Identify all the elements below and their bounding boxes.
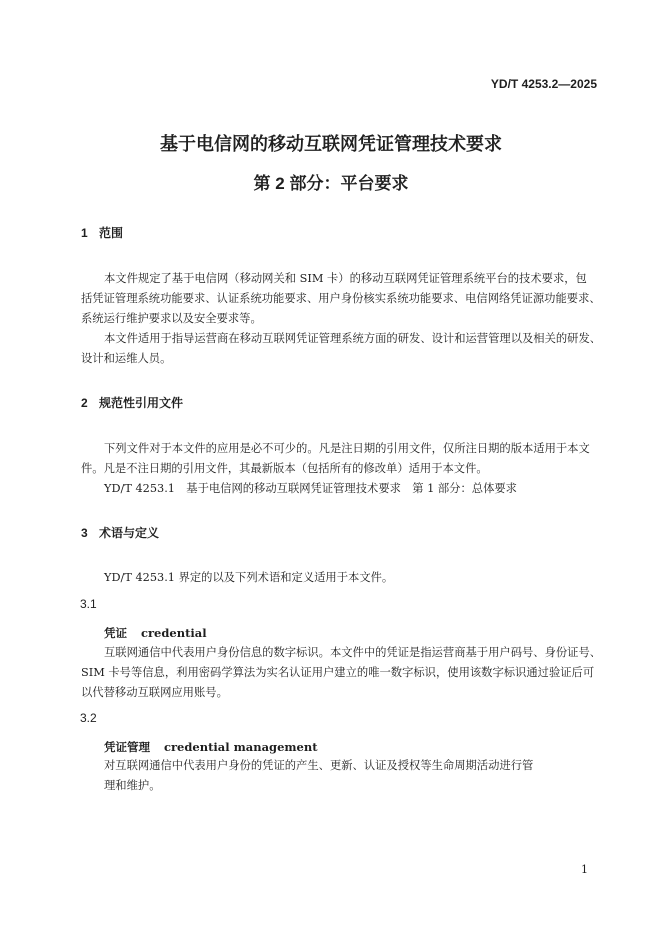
section-2-line-1: 下列文件对于本文件的应用是必不可少的。凡是注日期的引用文件，仅所注日期的版本适用于本文 [104, 442, 590, 455]
section-1-line-5: 设计和运维人员。 [81, 352, 172, 365]
section-1-title: 范围 [99, 226, 124, 240]
document-code: YD/T 4253.2—2025 [490, 77, 597, 91]
section-2-line-2: 件。凡是不注日期的引用文件，其最新版本（包括所有的修改单）适用于本文件。 [81, 462, 488, 475]
section-1-line-2: 括凭证管理系统功能要求、认证系统功能要求、用户身份核实系统功能要求、电信网络凭证源功能要求、 [81, 292, 601, 305]
section-3-intro: YD/T 4253.1 界定的以及下列术语和定义适用于本文件。 [104, 571, 394, 584]
section-1-line-4: 本文件适用于指导运营商在移动互联网凭证管理系统方面的研发、设计和运营管理以及相关的研发、 [104, 332, 602, 345]
term-1-definition-line-3: 以代替移动互联网应用账号。 [81, 686, 228, 699]
section-1-number: 1 [81, 226, 88, 240]
section-1-line-3: 系统运行维护要求以及安全要求等。 [81, 312, 262, 325]
section-1-line-1: 本文件规定了基于电信网（移动网关和 SIM 卡）的移动互联网凭证管理系统平台的技术要求，包 [104, 272, 587, 285]
page-number: 1 [581, 863, 588, 876]
term-2-title [104, 739, 318, 755]
section-3-number: 3 [81, 526, 88, 540]
document-subtitle: 第 2 部分：平台要求 [253, 174, 409, 193]
section-2-title: 规范性引用文件 [99, 396, 184, 410]
normative-reference: YD/T 4253.1 基于电信网的移动互联网凭证管理技术要求 第 1 部分：总体要求 [104, 482, 517, 495]
document-title: 基于电信网的移动互联网凭证管理技术要求 [160, 134, 502, 154]
term-1-title [104, 625, 207, 641]
term-1-zh: 凭证 [104, 628, 127, 640]
section-3-heading [81, 524, 159, 541]
term-1-definition-line-1: 互联网通信中代表用户身份信息的数字标识。本文件中的凭证是指运营商基于用户码号、身份证号、 [104, 646, 602, 659]
term-2-definition-line-2: 理和维护。 [104, 779, 161, 792]
term-2-zh: 凭证管理 [104, 742, 150, 754]
section-2-number: 2 [81, 396, 88, 410]
term-2-en: credential management [164, 740, 318, 754]
term-1-en: credential [141, 626, 207, 640]
section-2-heading [81, 394, 183, 411]
term-1-number: 3.1 [80, 597, 97, 611]
section-1-heading [81, 224, 123, 241]
term-1-definition-line-2: SIM 卡号等信息，利用密码学算法为实名认证用户建立的唯一数字标识，使用该数字标识通过验证后可 [81, 666, 595, 679]
term-2-definition-line-1: 对互联网通信中代表用户身份的凭证的产生、更新、认证及授权等生命周期活动进行管 [104, 759, 534, 772]
section-3-title: 术语与定义 [99, 526, 160, 540]
term-2-number: 3.2 [80, 711, 97, 725]
